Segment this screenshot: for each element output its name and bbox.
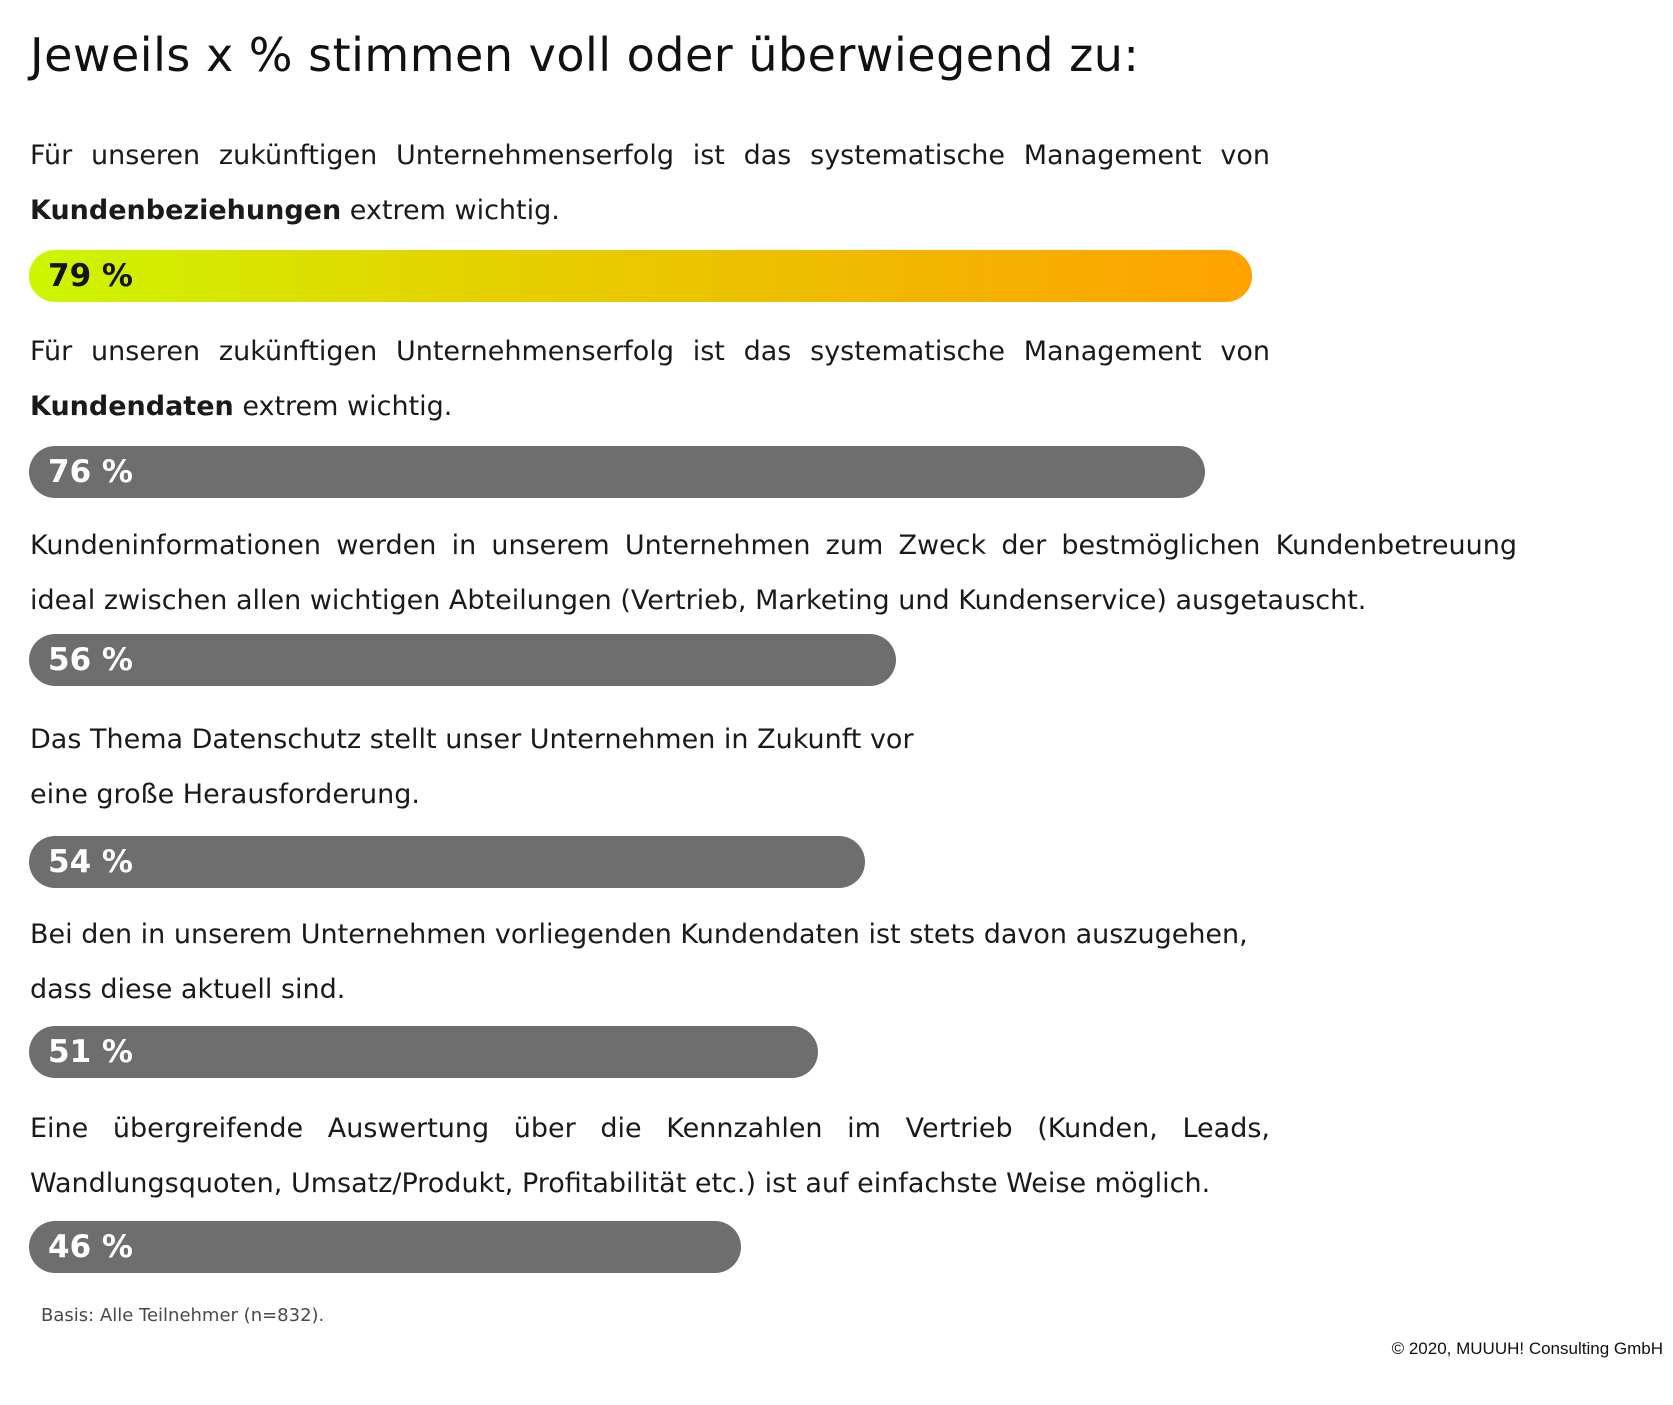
bar-5: [29, 1026, 818, 1078]
bar-1: [29, 250, 1252, 302]
bar-3-value-label: 56 %: [48, 642, 133, 678]
statement-4-line-2: eine große Herausforderung.: [30, 779, 420, 810]
bar-2-value-label: 76 %: [48, 454, 133, 490]
statement-2-line-2-rest: extrem wichtig.: [233, 391, 453, 422]
statement-3: [30, 518, 1517, 628]
bar-6: [29, 1221, 741, 1273]
statement-2: [30, 324, 1270, 434]
statement-5: [30, 907, 1270, 1017]
bar-4-value-label: 54 %: [48, 844, 133, 880]
copyright: © 2020, MUUUH! Consulting GmbH: [1391, 1339, 1663, 1358]
statement-6-line-2: Wandlungsquoten, Umsatz/Produkt, Profitabilität etc.) ist auf einfachste Weise möglich.: [30, 1168, 1211, 1199]
statement-1-line-1: Für unseren zukünftigen Unternehmenserfolg ist das systematische Management von: [30, 140, 1270, 171]
statement-2-line-1: Für unseren zukünftigen Unternehmenserfolg ist das systematische Management von: [30, 336, 1270, 367]
statement-2-line-2: [30, 379, 1270, 434]
statement-1-keyword: Kundenbeziehungen: [30, 195, 342, 226]
bar-6-value-label: 46 %: [48, 1229, 133, 1265]
bar-1-value-label: 79 %: [48, 258, 133, 294]
page-title: Jeweils x % stimmen voll oder überwiegend zu:: [30, 28, 1140, 82]
statement-1-line-2-rest: extrem wichtig.: [341, 195, 560, 226]
footnote: Basis: Alle Teilnehmer (n=832).: [41, 1305, 325, 1326]
statement-1-line-2: [30, 183, 1270, 238]
statement-5-line-2: dass diese aktuell sind.: [30, 974, 346, 1005]
bar-4: [29, 836, 865, 888]
bar-5-value-label: 51 %: [48, 1034, 133, 1070]
statement-4-line-1: Das Thema Datenschutz stellt unser Unternehmen in Zukunft vor: [30, 724, 914, 755]
statement-5-line-1: Bei den in unserem Unternehmen vorliegenden Kundendaten ist stets davon auszugehen,: [30, 919, 1248, 950]
statement-3-line-2: ideal zwischen allen wichtigen Abteilungen (Vertrieb, Marketing und Kundenservice) ausgetauscht.: [30, 585, 1367, 616]
bar-3: [29, 634, 896, 686]
statement-2-keyword: Kundendaten: [30, 391, 234, 422]
statement-4: [30, 712, 930, 822]
statement-6: [30, 1101, 1270, 1211]
bar-2: [29, 446, 1205, 498]
statement-6-line-1: Eine übergreifende Auswertung über die Kennzahlen im Vertrieb (Kunden, Leads,: [30, 1113, 1270, 1144]
statement-3-line-1: Kundeninformationen werden in unserem Unternehmen zum Zweck der bestmöglichen Kundenbetreuung: [30, 530, 1517, 561]
statement-1: [30, 128, 1270, 238]
